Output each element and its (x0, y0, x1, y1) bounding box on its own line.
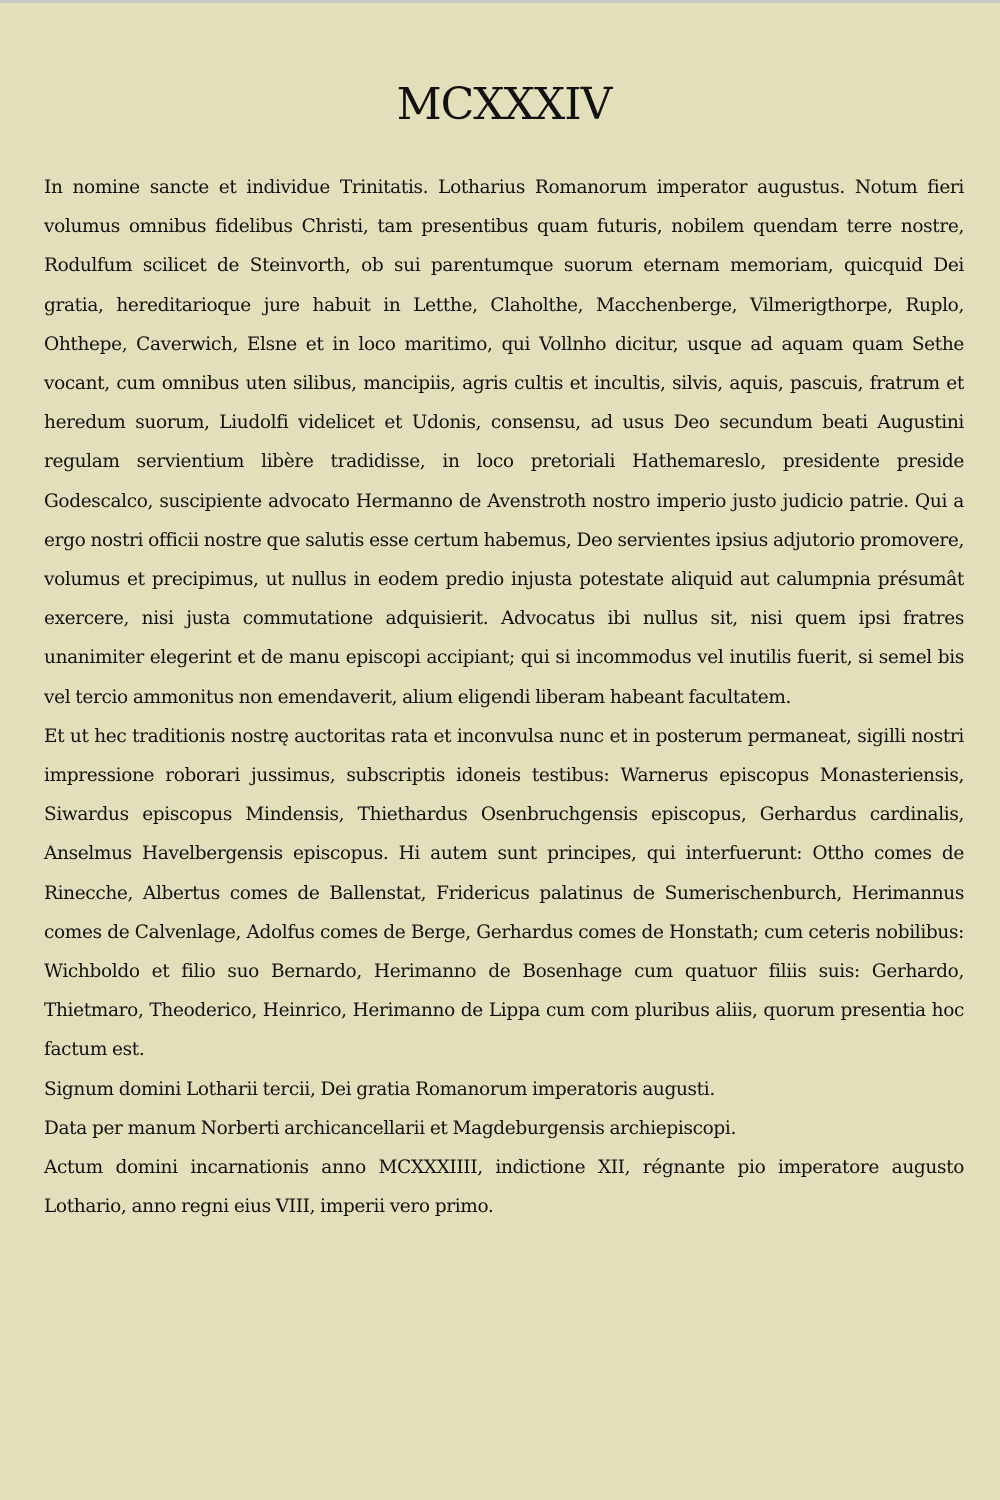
paragraph-signum: Signum domini Lotharii tercii, Dei gratia Romanorum imperatoris augusti. (44, 1078, 715, 1100)
paragraph-data: Data per manum Norberti archicancellarii et Magdeburgensis archiepiscopi. (44, 1117, 736, 1139)
paragraph-actum: Actum domini incarnationis anno MCXXXIIII, indictione XII, régnante pio imperatore augusto Lothario, anno regni eius VIII, imperii vero primo. (44, 1157, 964, 1218)
top-border (0, 0, 1000, 3)
document-page (44, 80, 964, 1226)
paragraph-main-text: In nomine sancte et individue Trinitatis. Lotharius Romanorum imperator augustus. Notum fieri volumus omnibus fidelibus Christi, tam presentibus quam futuris, nobilem quendam terre nostre, Rodulfum scilicet de Steinvorth, ob sui parentumque suorum eternam memoriam, quicquid Dei gratia, hereditarioque jure habuit in Letthe, Claholthe, Macchenberge, Vilmerigthorpe, Ruplo, Ohthepe, Caverwich, Elsne et in loco maritimo, qui Vollnho dicitur, usque ad aquam quam Sethe vocant, cum omnibus uten silibus, mancipiis, agris cultis et incultis, silvis, aquis, pascuis, fratrum et heredum suorum, Liudolfi videlicet et Udonis, consensu, ad usus Deo secundum beati Augustini regulam servientium libère tradidisse, in loco pretoriali Hathemareslo, presidente preside Godescalco, suscipiente advocato Hermanno de Avenstroth nostro imperio justo judicio patrie. Qui a ergo nostri officii nostre que salutis esse certum habemus, Deo servientes ipsius adjutorio promovere, volumus et precipimus, ut nullus in eodem predio injusta potestate aliquid aut calumpnia présumât exercere, nisi justa commutatione adquisierit. Advocatus ibi nullus sit, nisi quem ipsi fratres unanimiter elegerint et de manu episcopi accipiant; qui si incommodus vel inutilis fuerit, si semel bis vel tercio ammonitus non emendaverit, alium eligendi liberam habeant facultatem. (44, 177, 964, 708)
page-title: MCXXXIV (396, 79, 612, 130)
paragraph-witnesses: Et ut hec traditionis nostrę auctoritas rata et inconvulsa nunc et in posterum permaneat, sigilli nostri impressione roborari jussimus, subscriptis idoneis testibus: Warnerus episcopus Monasteriensis, Siwardus episcopus Mindensis, Thiethardus Osenbruchgensis episcopus, Gerhardus cardinalis, Anselmus Havelbergensis episcopus. Hi autem sunt principes, qui interfuerunt: Ottho comes de Rinecche, Albertus comes de Ballenstat, Fridericus palatinus de Sumerischenburch, Herimannus comes de Calvenlage, Adolfus comes de Berge, Gerhardus comes de Honstath; cum ceteris nobilibus: Wichboldo et filio suo Bernardo, Herimanno de Bosenhage cum quatuor filiis suis: Gerhardo, Thietmaro, Theoderico, Heinrico, Herimanno de Lippa cum com pluribus aliis, quorum presentia hoc factum est. (44, 725, 964, 1061)
